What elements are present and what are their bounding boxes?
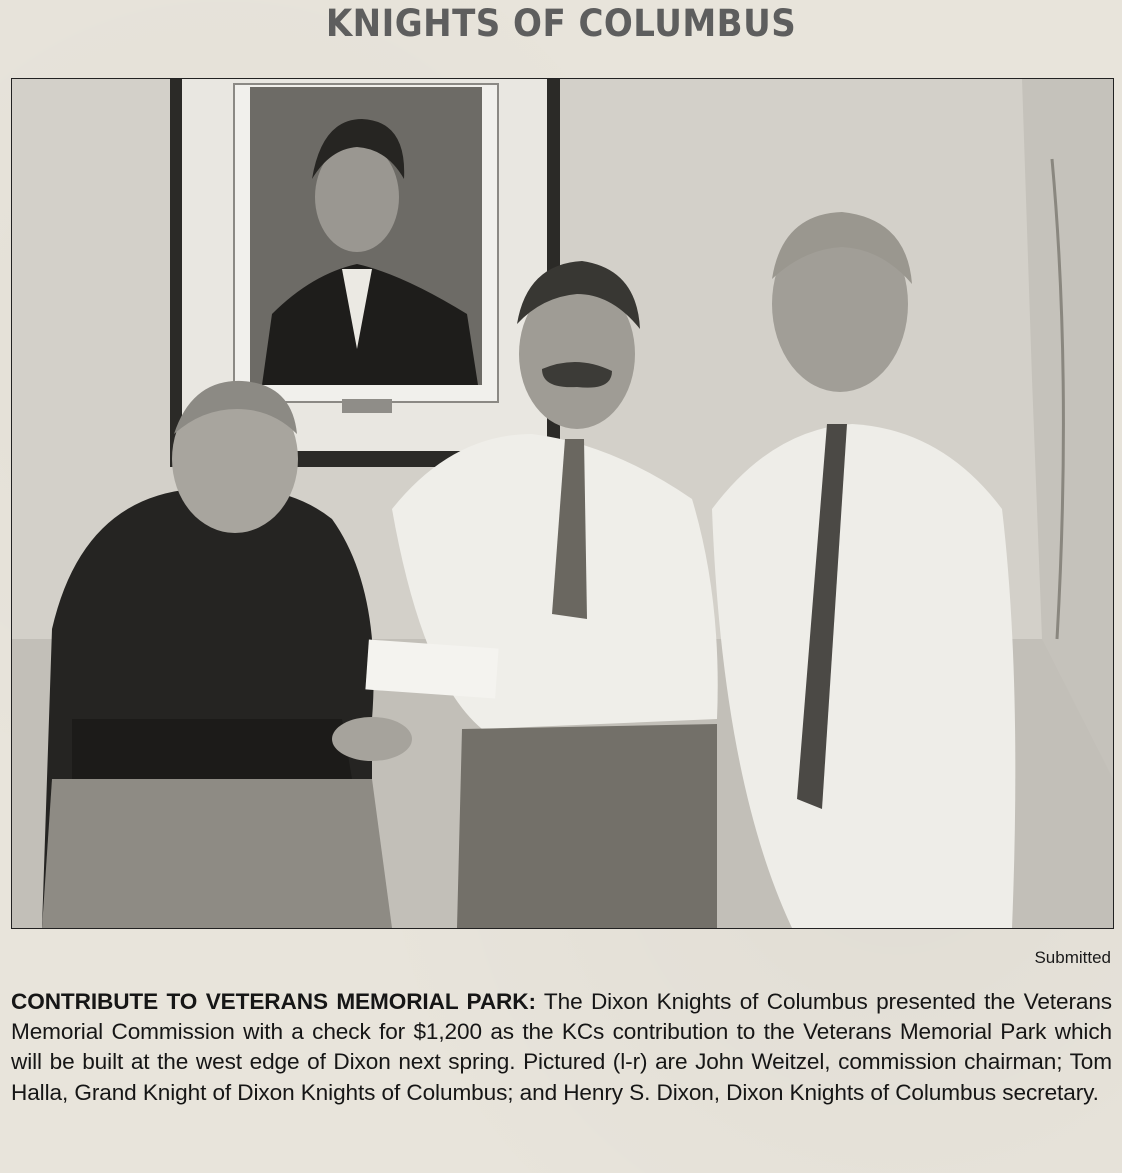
caption-lead: CONTRIBUTE TO VETERANS MEMORIAL PARK: [11, 989, 536, 1014]
news-photo [11, 78, 1114, 929]
section-headline: KNIGHTS OF COLUMBUS [325, 2, 797, 45]
photo-credit: Submitted [1034, 948, 1111, 967]
caption-body: The Dixon Knights of Columbus presented the Veterans Memorial Commission with a check for $1,200 as the KCs contribution to the Veterans Memorial Park which will be built at the west edge of Dixon next spring. Pictured (l-r) are John Weitzel, commission chairman; Tom Halla, Grand Knight of Dixon Knights of Columbus; and Henry S. Dixon, Dixon Knights of Columbus secretary. [11, 989, 1112, 1105]
photo-caption [11, 987, 1112, 1108]
photo-illustration [12, 79, 1113, 928]
bleed-through-text [0, 935, 420, 995]
